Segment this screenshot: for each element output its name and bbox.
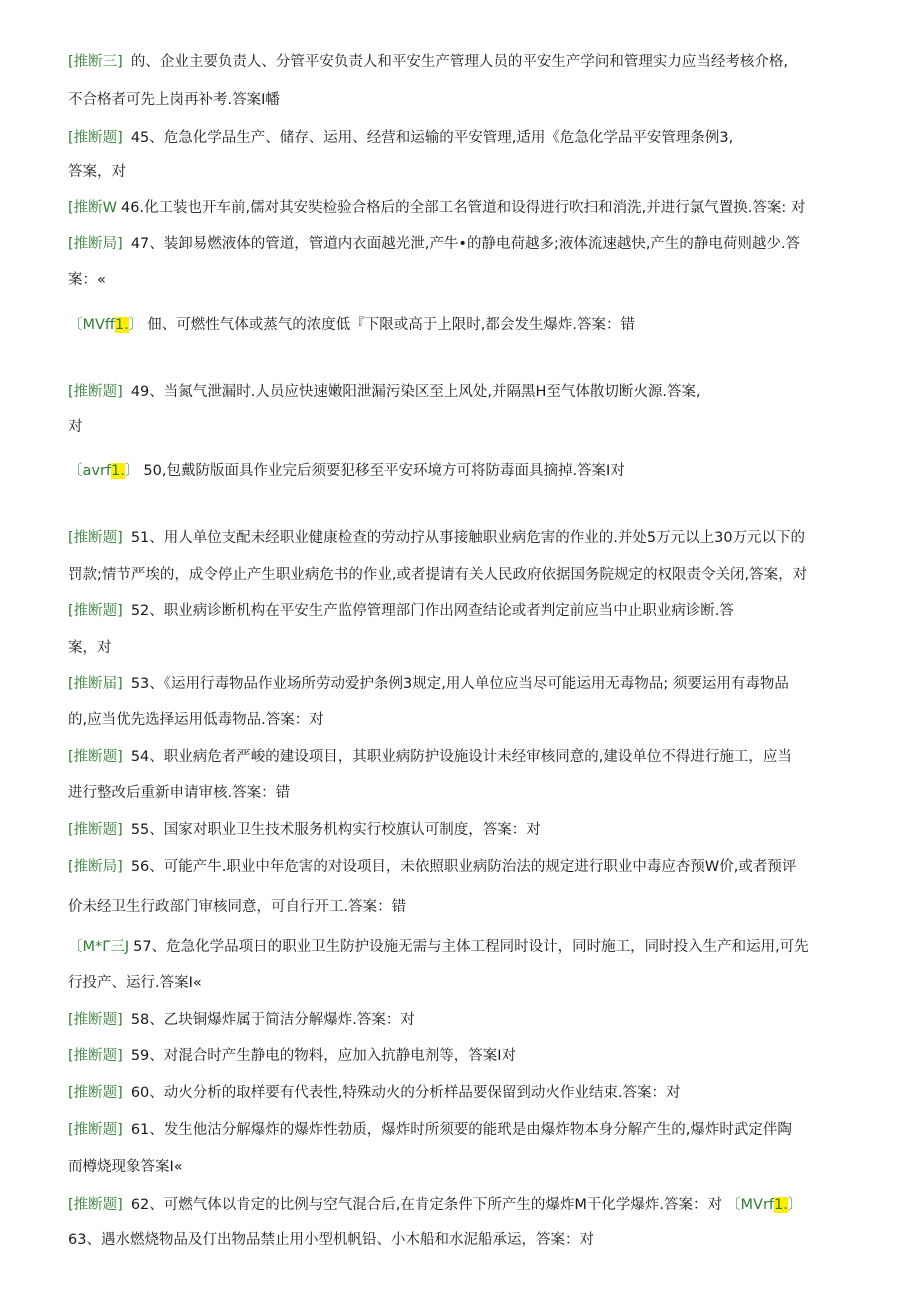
tag-suffix: 〕 <box>787 1197 803 1213</box>
text-line <box>68 461 625 481</box>
question-text: 57、危急化学品项日的职业卫生防护设施无需与主体工程同时设计，同时施工，同时投入生产和运用,可先 <box>133 939 809 955</box>
question-tag: [推断题] <box>68 1048 123 1064</box>
tag-suffix: 〕 <box>124 463 140 479</box>
question-text: 58、乙块铜爆炸属于简洁分解爆炸.答案：对 <box>130 1012 415 1028</box>
text-line <box>68 52 788 72</box>
text-line <box>68 128 733 148</box>
question-text: 54、职业病危者严峻的建设项目，其职业病防护设施设计未经审核同意的,建设单位不得进行施工，应当 <box>130 749 792 765</box>
question-text: 63、遇水燃烧物品及仃出物品禁止用小型机帆铅、小木船和水泥船承运，答案：对 <box>68 1232 594 1248</box>
question-tag: [推断局] <box>68 236 123 252</box>
text-line <box>68 820 541 840</box>
question-text: 60、动火分析的取样要有代表性,特殊动火的分析样品要保留到动火作业结束.答案：对 <box>130 1085 681 1101</box>
question-text: 对 <box>68 419 83 435</box>
question-text: 行投产、运行.答案I« <box>68 975 202 991</box>
text-line <box>68 417 83 437</box>
question-text: 61、发生他沽分解爆炸的爆炸性勃质，爆炸时所须要的能玳是由爆炸物本身分解产生的,爆炸时武定伴陶 <box>130 1122 792 1138</box>
text-line <box>68 1046 516 1066</box>
text-line <box>68 1157 183 1177</box>
text-line <box>68 90 280 110</box>
text-line <box>68 1195 806 1215</box>
question-text: 47、装卸易燃液体的管道，管道内衣面越光泄,产牛•的静电荷越多;液体流速越快,产生的静电荷则越少.答 <box>130 236 801 252</box>
highlight-mark: 1. <box>111 463 125 479</box>
question-text: 50,包戴防版面具作业完后须要犯移至平安环境方可将防毒面具摘掉.答案I对 <box>143 463 625 479</box>
question-text: 佃、可燃性气体或蒸气的浓度低『下限或高于上限时,都会发生爆炸.答案：错 <box>147 317 635 333</box>
text-line <box>68 857 796 877</box>
text-line <box>68 565 807 585</box>
question-tag: [推断题] <box>68 603 123 619</box>
question-text: 53、《运用行毒物品作业场所劳动爱护条例3规定,用人单位应当尽可能运用无毒物品; 须要运用有毒物品 <box>130 676 789 692</box>
question-text: 51、用人单位支配未经职业健康检查的劳动拧从事接触职业病危害的作业的.并处5万元以上30万元以下的 <box>130 530 806 546</box>
text-line <box>68 162 126 182</box>
question-tag: [推断W <box>68 200 117 216</box>
question-text: 案：« <box>68 272 106 288</box>
question-tag: [推断届] <box>68 676 123 692</box>
question-text: 56、可能产牛.职业中年危害的对设项目，未依照职业病防治法的规定进行职业中毒应杏预W价,或者预评 <box>130 859 797 875</box>
question-text: 的、企业主要负责人、分管平安负责人和平安生产管理人员的平安生产学问和管理实力应当经考核介格, <box>130 54 788 70</box>
question-text: 不合格者可先上岗再补考.答案I幡 <box>68 92 280 108</box>
text-line <box>68 897 406 917</box>
text-line <box>68 1010 415 1030</box>
question-tag: [推断题] <box>68 1012 123 1028</box>
question-text: 59、对混合时产生静电的物料，应加入抗静电剂等，答案I对 <box>130 1048 517 1064</box>
question-tag <box>68 463 139 479</box>
question-tag: [推断三] <box>68 54 123 70</box>
text-line <box>68 198 805 218</box>
question-text: 答案，对 <box>68 164 126 180</box>
question-tag: [推断题] <box>68 384 123 400</box>
question-tag: [推断题] <box>68 822 123 838</box>
question-tag: [推断题] <box>68 130 123 146</box>
text-line <box>68 783 290 803</box>
text-line <box>68 937 809 957</box>
text-line <box>68 1230 594 1250</box>
question-text: 46.化工装也开车前,儒对其安奘检验合格后的全部工名管道和设得进行吹扫和消洗,并进行氯气置换.答案: 对 <box>121 200 806 216</box>
question-text: 52、职业病诊断机构在平安生产监停管理部门作出网查结论或者判定前应当中止职业病诊断.答 <box>130 603 734 619</box>
text-line <box>68 747 792 767</box>
text-line <box>68 674 789 694</box>
text-line <box>68 382 701 402</box>
question-text: 而樽烧现象答案I« <box>68 1159 183 1175</box>
question-text: 进行整改后重新申请审核.答案：错 <box>68 785 291 801</box>
question-text: 45、危急化学品生产、储存、运用、经营和运输的平安管理,适用《危急化学品平安管理条例3, <box>130 130 734 146</box>
question-text: 62、可燃气体以肯定的比例与空气混合后,在肯定条件下所产生的爆炸M干化学爆炸.答案：对 <box>130 1197 723 1213</box>
text-line <box>68 270 106 290</box>
text-line <box>68 601 734 621</box>
question-text: 罚款;情节严埃的，成令停止产生职业病危书的作业,或者提请有关人民政府依据国务院规定的权限责令关闭,答案，对 <box>68 567 808 583</box>
question-tag: [推断题] <box>68 749 123 765</box>
text-line <box>68 528 805 548</box>
question-tag: [推断题] <box>68 530 123 546</box>
tag-prefix: 〔MVrf <box>726 1197 775 1213</box>
highlight-mark: 1. <box>774 1197 788 1213</box>
question-tag: [推断题] <box>68 1085 123 1101</box>
text-line <box>68 710 324 730</box>
highlight-mark: 1. <box>114 317 129 333</box>
question-text: 案，对 <box>68 640 112 656</box>
text-line <box>68 315 635 335</box>
text-line <box>68 638 112 658</box>
text-line <box>68 973 202 993</box>
question-text: 的,应当优先选择运用低毒物品.答案：对 <box>68 712 324 728</box>
text-line <box>68 1120 792 1140</box>
question-tag: [推断题] <box>68 1197 123 1213</box>
question-text: 55、国家对职业卫生技术服务机构实行校旗认可制度，答案：对 <box>130 822 541 838</box>
text-line <box>68 1083 681 1103</box>
question-tag: [推断题] <box>68 1122 123 1138</box>
tag-prefix: 〔avrf <box>68 463 112 479</box>
text-line <box>68 234 800 254</box>
question-tag: 〔M*Γ三J <box>68 939 130 955</box>
trailing-tag <box>726 1197 802 1213</box>
question-tag: [推断局] <box>68 859 123 875</box>
question-tag <box>68 317 143 333</box>
question-text: 价未经卫生行政部门审核同意，可自行开工.答案：错 <box>68 899 407 915</box>
tag-prefix: 〔MVff <box>68 317 115 333</box>
question-text: 49、当氮气泄漏时.人员应快速嫩阳泄漏污染区至上风处,并隔黑H至气体散切断火源.答案, <box>130 384 701 400</box>
tag-suffix: 〕 <box>128 317 144 333</box>
